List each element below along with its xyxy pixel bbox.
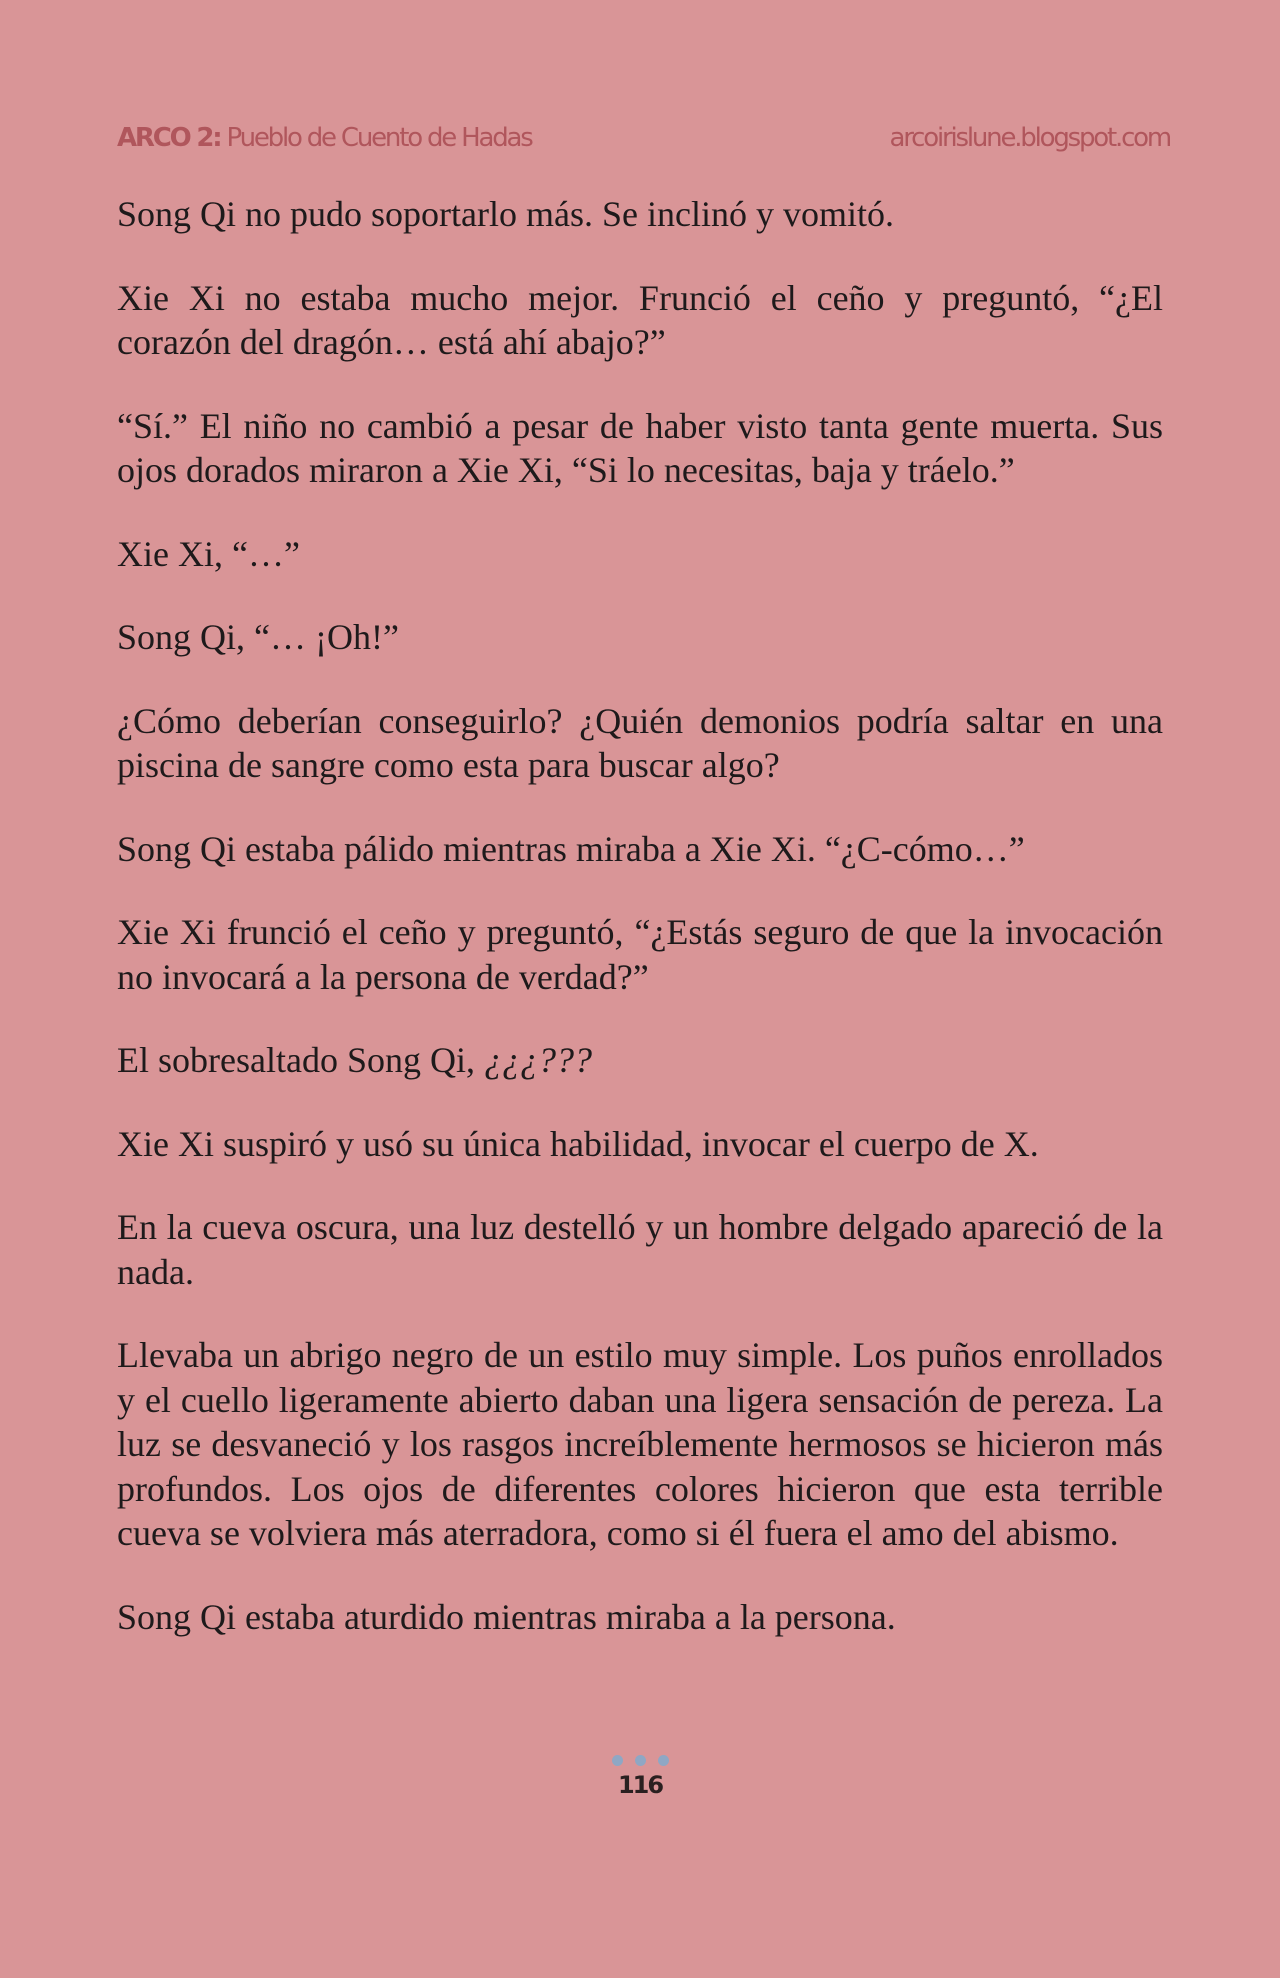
paragraph: Song Qi no pudo soportarlo más. Se inclinó y vomitó. (117, 194, 894, 234)
blog-url: arcoirislune.blogspot.com (889, 123, 1170, 153)
paragraph: En la cueva oscura, una luz destelló y un hombre delgado apareció de la nada. (117, 1207, 1163, 1292)
paragraph: Song Qi estaba aturdido mientras miraba a la persona. (117, 1596, 896, 1637)
paragraph: Xie Xi suspiró y usó su única habilidad, invocar el cuerpo de X. (117, 1123, 1039, 1164)
page-footer (0, 1755, 1280, 1799)
paragraph: Song Qi, “… ¡Oh!” (117, 617, 399, 657)
startled-prefix: El sobresaltado Song Qi, (117, 1040, 484, 1080)
chapter-code: ARCO 2: (117, 123, 221, 153)
page-body (117, 192, 1163, 1678)
dot-icon (658, 1755, 669, 1766)
chapter-heading (117, 123, 532, 153)
paragraph: Xie Xi no estaba mucho mejor. Frunció el ceño y preguntó, “¿El corazón del dragón… está ahí abajo?” (117, 277, 1163, 362)
paragraph: Xie Xi, “…” (117, 533, 300, 574)
paragraph: ¿Cómo deberían conseguirlo? ¿Quién demonios podría saltar en una piscina de sangre como esta para buscar algo? (117, 700, 1163, 785)
ellipsis-ornament-icon (0, 1755, 1280, 1769)
page-header (117, 118, 1170, 158)
paragraph: Song Qi estaba pálido mientras miraba a Xie Xi. “¿C-cómo…” (117, 828, 1025, 869)
dot-icon (612, 1755, 623, 1766)
paragraph: Xie Xi frunció el ceño y preguntó, “¿Estás seguro de que la invocación no invocará a la persona de verdad?” (117, 912, 1163, 997)
page-number: 116 (617, 1771, 663, 1799)
dot-icon (635, 1755, 646, 1766)
paragraph: Llevaba un abrigo negro de un estilo muy simple. Los puños enrollados y el cuello ligeramente abierto daban una ligera sensación de pereza. La luz se desvaneció y los rasgos increíblemente hermosos se hicieron más profundos. Los ojos de diferentes colores hicieron que esta terrible cueva se volviera más aterradora, como si él fuera el amo del abismo. (117, 1335, 1163, 1553)
paragraph: “Sí.” El niño no cambió a pesar de haber visto tanta gente muerta. Sus ojos dorados miraron a Xie Xi, “Si lo necesitas, baja y tráelo.” (117, 405, 1163, 490)
startled-italic: ¿¿¿??? (483, 1040, 592, 1080)
paragraph-startled (117, 1038, 1163, 1083)
chapter-title: Pueblo de Cuento de Hadas (226, 123, 532, 153)
